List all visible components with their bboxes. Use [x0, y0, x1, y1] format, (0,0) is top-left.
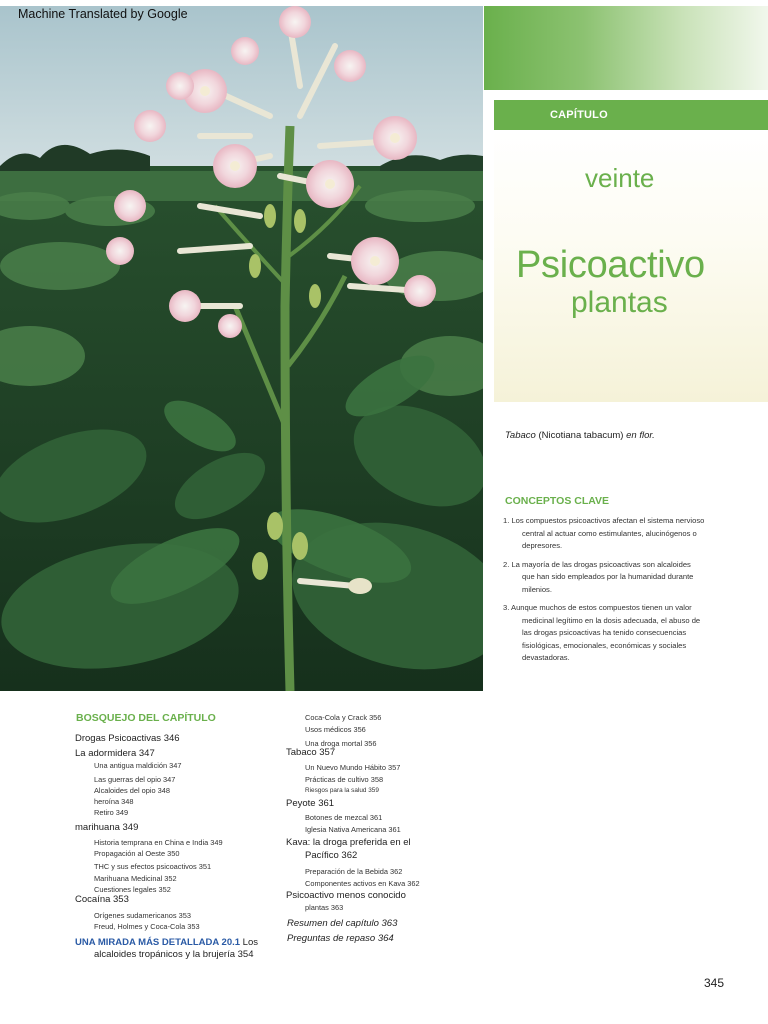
outline-subentry: THC y sus efectos psicoactivos 351 — [94, 862, 212, 871]
outline-entry-cont: plantas 363 — [305, 903, 344, 912]
outline-subentry: Botones de mezcal 361 — [305, 813, 383, 822]
outline-subentry: Freud, Holmes y Coca-Cola 353 — [94, 922, 200, 931]
key-concept-line: depresores. — [522, 541, 563, 550]
key-concept-line: que han sido empleados por la humanidad durante — [522, 572, 694, 581]
outline-entry: Drogas Psicoactivas 346 — [75, 733, 180, 744]
outline-subentry: Usos médicos 356 — [305, 725, 366, 734]
key-concept-line: 3. Aunque muchos de estos compuestos tienen un valor — [503, 603, 692, 612]
key-concept-line: fisiológicas, emocionales, económicas y sociales — [522, 640, 687, 650]
outline-subentry: Retiro 349 — [94, 808, 129, 817]
outline-subentry: Cuestiones legales 352 — [94, 885, 171, 894]
key-concept-line: 2. La mayoría de las drogas psicoactivas son alcaloides — [503, 559, 691, 569]
key-concept-item — [503, 602, 723, 665]
outline-entry: marihuana 349 — [75, 822, 139, 833]
outline-subentry: Preparación de la Bebida 362 — [305, 867, 403, 876]
machine-translated-label: Machine Translated by Google — [18, 7, 188, 21]
outline-subentry: Alcaloides del opio 348 — [94, 786, 171, 795]
caption-italic-1: Tabaco — [505, 430, 536, 441]
key-concept-item — [503, 515, 723, 553]
chapter-label: CAPÍTULO — [550, 109, 608, 121]
feature-label: UNA MIRADA MÁS DETALLADA 20.1 — [75, 937, 241, 948]
outline-heading: BOSQUEJO DEL CAPÍTULO — [76, 712, 216, 724]
outline-entry-cont: Pacífico 362 — [305, 850, 358, 861]
outline-subentry: Riesgos para la salud 359 — [305, 787, 379, 794]
outline-entry: Kava: la droga preferida en el — [286, 837, 411, 848]
outline-entry: Psicoactivo menos conocido — [286, 890, 406, 901]
chapter-title-line1: Psicoactivo — [516, 244, 705, 286]
chapter-title-line2: plantas — [571, 286, 668, 319]
decorative-green-band — [484, 6, 768, 90]
key-concept-item — [503, 559, 723, 597]
outline-subentry: Una antigua maldición 347 — [94, 761, 182, 770]
outline-subentry: Una droga mortal 356 — [305, 739, 377, 748]
outline-subentry: Marihuana Medicinal 352 — [94, 874, 177, 883]
outline-subentry: Historia temprana en China e India 349 — [94, 838, 223, 847]
chapter-cover-photo — [0, 6, 483, 691]
outline-summary-entry: Resumen del capítulo 363 — [287, 918, 398, 929]
outline-subentry: heroína 348 — [94, 797, 134, 806]
outline-subentry: Las guerras del opio 347 — [94, 775, 176, 784]
key-concepts-heading: CONCEPTOS CLAVE — [505, 495, 610, 507]
outline-entry: Peyote 361 — [286, 798, 335, 809]
key-concept-line: las drogas psicoactivas ha tenido consecuencias — [522, 628, 687, 637]
outline-subentry: Un Nuevo Mundo Hábito 357 — [305, 763, 401, 772]
outline-subentry: Iglesia Nativa Americana 361 — [305, 825, 401, 834]
key-concept-line: milenios. — [522, 584, 552, 594]
caption-normal: (Nicotiana tabacum) — [535, 430, 627, 441]
outline-subentry: Componentes activos en Kava 362 — [305, 879, 420, 888]
outline-subentry: Orígenes sudamericanos 353 — [94, 911, 191, 920]
key-concepts-list — [503, 515, 723, 671]
outline-entry: Cocaína 353 — [75, 894, 129, 905]
outline-subentry: Coca-Cola y Crack 356 — [305, 713, 382, 722]
page-number: 345 — [704, 976, 725, 990]
outline-subentry: Propagación al Oeste 350 — [94, 849, 180, 858]
key-concept-line: 1. Los compuestos psicoactivos afectan el sistema nervioso — [503, 516, 705, 525]
outline-subentry: Prácticas de cultivo 358 — [305, 775, 384, 784]
caption-italic-2: en flor. — [626, 430, 655, 441]
key-concept-line: devastadoras. — [522, 653, 570, 662]
outline-feature-entry — [75, 937, 258, 948]
outline-feature-entry-cont: alcaloides tropánicos y la brujería 354 — [94, 949, 254, 960]
chapter-number: veinte — [585, 163, 655, 193]
outline-review-entry: Preguntas de repaso 364 — [287, 933, 394, 944]
chapter-label-bar — [494, 100, 768, 130]
photo-caption — [505, 430, 655, 441]
outline-entry: La adormidera 347 — [75, 748, 155, 759]
feature-text: Los — [240, 937, 258, 948]
outline-entry: Tabaco 357 — [286, 747, 336, 758]
key-concept-line: central al actuar como estimulantes, alucinógenos o — [522, 528, 697, 538]
key-concept-line: medicinal legítimo en la dosis adecuada, el abuso de — [522, 615, 701, 625]
